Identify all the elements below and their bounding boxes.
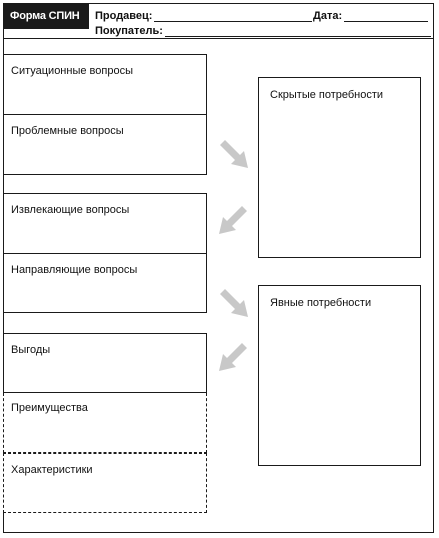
seller-field bbox=[95, 10, 312, 22]
situational-questions-label: Ситуационные вопросы bbox=[11, 65, 133, 77]
buyer-input-line[interactable] bbox=[165, 25, 431, 37]
advantages-box[interactable] bbox=[3, 393, 207, 453]
explicit-needs-box[interactable] bbox=[258, 285, 421, 466]
header-divider bbox=[3, 38, 434, 39]
need-payoff-questions-label: Направляющие вопросы bbox=[11, 264, 138, 276]
benefits-label: Выгоды bbox=[11, 344, 51, 356]
implication-questions-label: Извлекающие вопросы bbox=[11, 204, 130, 216]
buyer-field bbox=[95, 25, 431, 37]
advantages-label: Преимущества bbox=[11, 402, 88, 414]
features-box[interactable] bbox=[3, 453, 207, 513]
buyer-label: Покупатель: bbox=[95, 25, 163, 37]
problem-questions-box[interactable] bbox=[3, 114, 207, 175]
benefits-box[interactable] bbox=[3, 333, 207, 393]
features-label: Характеристики bbox=[11, 464, 93, 476]
date-field bbox=[313, 10, 428, 22]
arrow-down-left-icon bbox=[217, 204, 249, 236]
problem-questions-label: Проблемные вопросы bbox=[11, 125, 124, 137]
need-payoff-questions-box[interactable] bbox=[3, 253, 207, 313]
arrow-down-right-icon bbox=[218, 287, 250, 319]
seller-input-line[interactable] bbox=[154, 10, 312, 22]
hidden-needs-box[interactable] bbox=[258, 77, 421, 258]
arrow-down-right-icon bbox=[218, 138, 250, 170]
date-label: Дата: bbox=[313, 10, 343, 22]
date-input-line[interactable] bbox=[344, 10, 428, 22]
explicit-needs-label: Явные потребности bbox=[270, 297, 372, 309]
seller-label: Продавец: bbox=[95, 10, 153, 22]
arrow-down-left-icon bbox=[217, 341, 249, 373]
hidden-needs-label: Скрытые потребности bbox=[270, 89, 384, 101]
situational-questions-box[interactable] bbox=[3, 54, 207, 115]
form-title: Форма СПИН bbox=[3, 3, 89, 29]
implication-questions-box[interactable] bbox=[3, 193, 207, 254]
